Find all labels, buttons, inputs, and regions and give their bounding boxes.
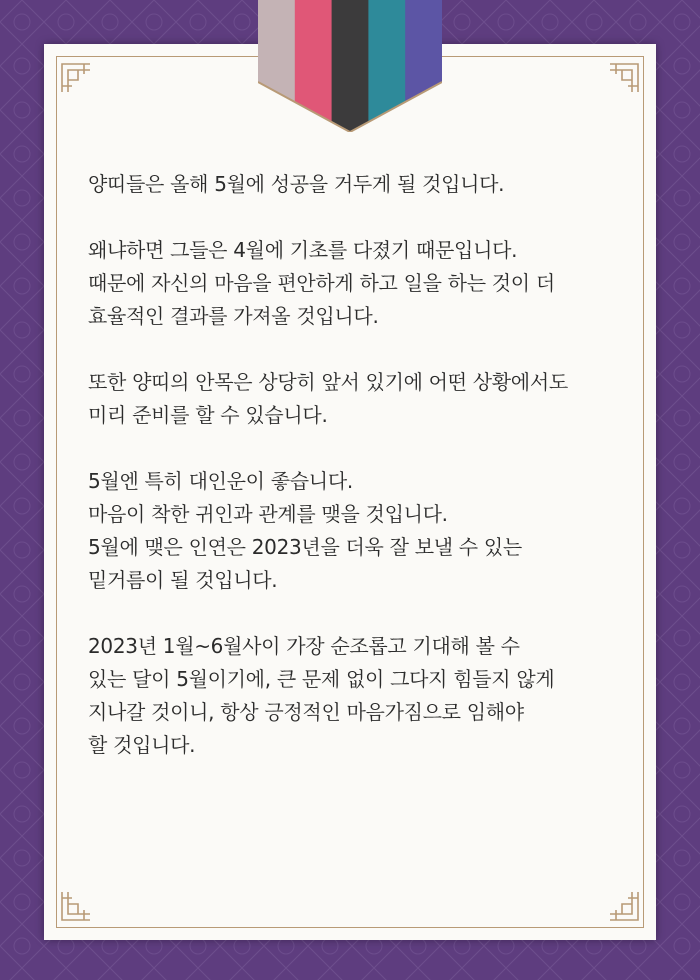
text-line: 5월에 맺은 인연은 2023년을 더욱 잘 보낼 수 있는 [88,535,522,559]
text-line: 2023년 1월~6월사이 가장 순조롭고 기대해 볼 수 [88,634,520,658]
text-line: 할 것입니다. [88,733,196,757]
text-line: 효율적인 결과를 가져올 것입니다. [88,304,379,328]
text-line: 때문에 자신의 마음을 편안하게 하고 일을 하는 것이 더 [88,271,555,295]
ribbon-stripe [258,0,295,132]
text-line: 지나갈 것이니, 항상 긍정적인 마음가짐으로 임해야 [88,700,524,724]
text-line: 양띠들은 올해 5월에 성공을 거두게 될 것입니다. [88,172,505,196]
ribbon-stripe [405,0,442,132]
text-line: 밑거름이 될 것입니다. [88,568,278,592]
paragraph [88,630,648,762]
paragraph [88,168,648,201]
text-line: 있는 달이 5월이기에, 큰 문제 없이 그다지 힘들지 않게 [88,667,555,691]
paragraph [88,234,648,333]
paragraph [88,366,648,432]
colored-ribbon [258,0,442,132]
corner-ornament-icon [606,888,642,924]
text-line: 5월엔 특히 대인운이 좋습니다. [88,469,353,493]
text-line: 왜냐하면 그들은 4월에 기초를 다졌기 때문입니다. [88,238,518,262]
text-line: 마음이 착한 귀인과 관계를 맺을 것입니다. [88,502,448,526]
letter-content [88,168,648,795]
corner-ornament-icon [606,60,642,96]
corner-ornament-icon [58,60,94,96]
text-line: 또한 양띠의 안목은 상당히 앞서 있기에 어떤 상황에서도 [88,370,568,394]
paragraph [88,465,648,597]
text-line: 미리 준비를 할 수 있습니다. [88,403,328,427]
corner-ornament-icon [58,888,94,924]
ribbon-stripe [332,0,369,132]
